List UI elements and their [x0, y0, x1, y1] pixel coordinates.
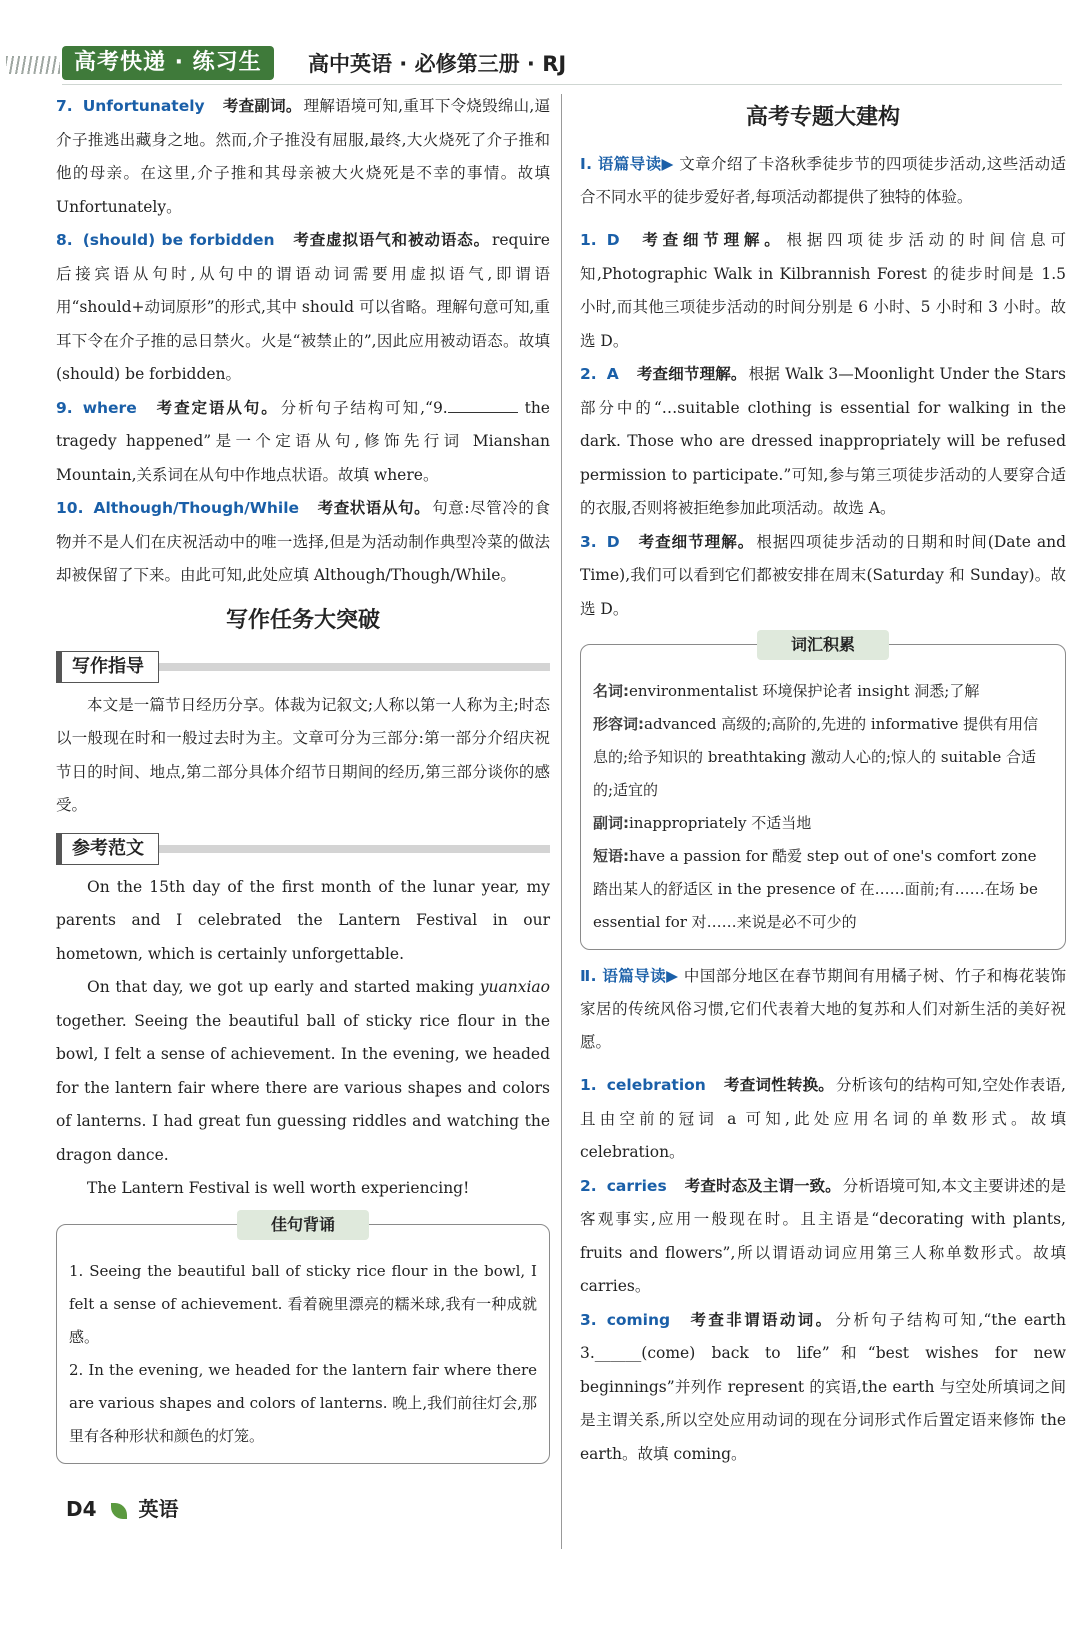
sentence-cn: 看着碗里漂亮的糯米球,我有一种成就感。: [69, 1294, 537, 1346]
vocab-label: 短语:: [593, 847, 629, 865]
item-point: 考查细节理解。: [637, 231, 785, 249]
item-number: 1.: [580, 231, 597, 249]
item-number: 2.: [580, 365, 597, 383]
item-number: 9.: [56, 398, 73, 417]
item-number: 7.: [56, 97, 73, 115]
answer-item-r2: [580, 358, 1066, 526]
guide-text: 中国部分地区在春节期间有用橘子树、竹子和梅花装饰家居的传统风俗习惯,它们代表着大地的复苏和人们对新生活的美好祝愿。: [580, 967, 1066, 1051]
item-text: 分析该句的结构可知,空处作表语,且由空前的冠词 a 可知,此处应用名词的单数形式。故填 celebration。: [580, 1076, 1066, 1161]
header-stripes: [6, 56, 60, 74]
item-text: require 后接宾语从句时,从句中的谓语动词需要用虚拟语气,即谓语用“should+动词原形”的形式,其中 should 可以省略。理解句意可知,重耳下令在介子推的忌日禁火。火是“被禁止的”,因此应用被动语态。故填(should) be forbidden。: [56, 231, 550, 383]
item-point: 考查时态及主谓一致。: [684, 1176, 841, 1195]
item-text: 根据四项徒步活动的日期和时间(Date and Time),我们可以看到它们都被安排在周末(Saturday 和 Sunday)。故选 D。: [580, 532, 1066, 618]
item-text: 理解语境可知,重耳下令烧毁绵山,逼介子推逃出藏身之地。然而,介子推没有屈服,最终,大火烧死了介子推和他的母亲。在这里,介子推和其母亲被大火烧死是不幸的事情。故填 Unfortunately。: [56, 97, 550, 216]
left-column: [56, 90, 550, 1464]
sentence-number: 2.: [69, 1360, 84, 1379]
answer-item-10: [56, 492, 550, 593]
item-text-rest: the tragedy happened”是一个定语从句,修饰先行词 Mianshan Mountain,关系词在从句中作地点状语。故填 where。: [56, 398, 550, 484]
item-text: 句意:尽管冷的食物并不是人们在庆祝活动中的唯一选择,但是为活动制作典型冷菜的做法却被保留了下来。由此可知,此处应填 Although/Though/While。: [56, 499, 550, 584]
item-number: 2.: [580, 1176, 597, 1195]
guide-text: 文章介绍了卡洛秋季徒步节的四项徒步活动,这些活动适合不同水平的徒步爱好者,每项活动都提供了独特的体验。: [580, 155, 1066, 206]
vocab-value: environmentalist 环境保护论者 insight 洞悉;了解: [629, 682, 980, 700]
sample-paragraph-1: On the 15th day of the first month of the lunar year, my parents and I celebrated the Lantern Festival in our hometown, which is certainly unforgettable.: [56, 877, 550, 963]
answer-item-s3: [580, 1304, 1066, 1472]
item-point: 考查定语从句。: [154, 398, 279, 417]
item-point: 考查细节理解。: [637, 532, 755, 551]
page-header: [0, 44, 1088, 84]
sentence-en: In the evening, we headed for the lantern fair where there are various shapes and colors of lanterns.: [69, 1360, 537, 1412]
item-answer: Although/Though/While: [93, 499, 300, 517]
item-point: 考查虚拟语气和被动语态。: [292, 231, 490, 249]
writing-guide-text: 本文是一篇节日经历分享。体裁为记叙文;人称以第一人称为主;时态以一般现在时和一般过去时为主。文章可分为三部分:第一部分介绍庆祝节日的时间、地点,第二部分具体介绍节日期间的经历,第三部分谈你的感受。: [56, 695, 550, 814]
vocab-adverbs: [593, 807, 1053, 840]
item-answer: coming: [606, 1310, 671, 1329]
item-text: 根据 Walk 3—Moonlight Under the Stars 部分中的“…suitable clothing is essential for walking in the dark. Those who are dressed inappropriately will be refused permission to participate.”可知,参与第三项徒步活动的人要穿合适的衣服,否则将被拒绝参加此项活动。故选 A。: [580, 365, 1066, 517]
sample-essay-tag: [56, 833, 550, 865]
item-number: 3.: [580, 532, 597, 551]
sample-paragraph-2: [56, 971, 550, 1172]
answer-item-8: [56, 224, 550, 392]
vocab-value: advanced 高级的;高阶的,先进的 informative 提供有用信息的;给予知识的 breathtaking 激动人心的;惊人的 suitable 合适的;适宜的: [593, 715, 1039, 799]
item-answer: (should) be forbidden: [82, 231, 275, 249]
item-answer: D: [606, 231, 620, 249]
writing-guide-tag: [56, 651, 550, 683]
item-point: 考查非谓语动词。: [688, 1310, 834, 1329]
sample-p2-italic: yuanxiao: [479, 978, 550, 996]
passage-guide-2: [580, 960, 1066, 1059]
item-answer: carries: [606, 1176, 667, 1195]
page-footer: [66, 1494, 179, 1524]
answer-item-r1: [580, 224, 1066, 358]
leaf-icon: [111, 1503, 127, 1519]
item-answer: A: [606, 365, 619, 383]
item-number: 10.: [56, 499, 84, 517]
item-number: 3.: [580, 1310, 597, 1329]
header-rule: [62, 84, 1062, 85]
guide-label: Ⅱ. 语篇导读▶: [580, 967, 679, 985]
vocab-value: have a passion for 酷爱 step out of one's comfort zone 踏出某人的舒适区 in the presence of 在……面前;有……在场 be essential for 对……来说是必不可少的: [593, 847, 1038, 931]
item-number: 1.: [580, 1076, 597, 1094]
item-text: 分析句子结构可知,“the earth 3.______(come) back to life”和“best wishes for new beginnings”并列作 represent 的宾语,the earth 与空处所填词之间是主谓关系,所以空处应用动词的现在分词形式作后置定语来修饰 the earth。故填 coming。: [580, 1310, 1066, 1463]
book-subtitle: 高中英语 · 必修第三册 · RJ: [308, 52, 567, 76]
brand-badge: 高考快递 · 练习生: [62, 46, 274, 80]
tag-label: 参考范文: [56, 833, 159, 865]
vocab-label: 副词:: [593, 814, 629, 832]
footer-subject: 英语: [138, 1497, 179, 1521]
good-sentence-1: [69, 1255, 537, 1354]
sample-p2-start: On that day, we got up early and started making: [87, 978, 475, 996]
box-caption: 佳句背诵: [237, 1210, 369, 1240]
vocab-nouns: [593, 675, 1053, 708]
page-number: D4: [66, 1497, 97, 1521]
tag-label: 写作指导: [56, 651, 159, 683]
item-answer: celebration: [606, 1076, 706, 1094]
box-caption: 词汇积累: [757, 630, 889, 660]
guide-label: Ⅰ. 语篇导读▶: [580, 155, 674, 173]
gaokao-section-title: 高考专题大建构: [745, 105, 900, 130]
answer-item-7: [56, 90, 550, 224]
item-point: 考查词性转换。: [723, 1076, 834, 1094]
sample-paragraph-3: The Lantern Festival is well worth experiencing!: [87, 1179, 470, 1197]
passage-guide-1: [580, 148, 1066, 214]
sentence-en: Seeing the beautiful ball of sticky rice flour in the bowl, I felt a sense of achievement.: [69, 1261, 537, 1313]
column-divider: [561, 94, 562, 1549]
answer-item-s2: [580, 1170, 1066, 1304]
item-text: 根据四项徒步活动的时间信息可知,Photographic Walk in Kilbrannish Forest 的徒步时间是 1.5 小时,而其他三项徒步活动的时间分别是 6 小时、5 小时和 3 小时。故选 D。: [580, 231, 1066, 350]
vocab-value: inappropriately 不适当地: [629, 814, 812, 832]
answer-item-s1: [580, 1069, 1066, 1170]
good-sentence-2: [69, 1354, 537, 1453]
item-text: 分析句子结构可知,“9.: [280, 398, 448, 417]
item-text: 分析语境可知,本文主要讲述的是客观事实,应用一般现在时。且主语是“decorating with plants, fruits and flowers”,所以谓语动词应用第三人称单数形式。故填 carries。: [580, 1176, 1066, 1295]
answer-blank: [448, 412, 518, 413]
item-answer: D: [606, 532, 620, 551]
writing-section-title: 写作任务大突破: [225, 607, 380, 633]
item-point: 考查副词。: [222, 97, 302, 115]
answer-item-9: [56, 392, 550, 493]
item-answer: where: [82, 398, 137, 417]
sentence-cn: 晚上,我们前往灯会,那里有各种形状和颜色的灯笼。: [69, 1393, 537, 1445]
vocab-adjectives: [593, 708, 1053, 807]
item-answer: Unfortunately: [82, 97, 205, 115]
vocabulary-box: [580, 635, 1066, 950]
good-sentences-box: [56, 1214, 550, 1464]
sample-p2-rest: together. Seeing the beautiful ball of sticky rice flour in the bowl, I felt a sense of achievement. In the evening, we headed for the lantern fair where there are various shapes and colors of lanterns. I had great fun guessing riddles and watching the dragon dance.: [56, 1011, 550, 1164]
item-point: 考查状语从句。: [317, 499, 431, 517]
item-point: 考查细节理解。: [636, 365, 747, 383]
vocab-label: 形容词:: [593, 715, 644, 733]
vocab-phrases: [593, 840, 1053, 939]
sentence-number: 1.: [69, 1261, 84, 1280]
vocab-label: 名词:: [593, 682, 629, 700]
right-column: [580, 90, 1066, 1471]
item-number: 8.: [56, 231, 73, 249]
answer-item-r3: [580, 526, 1066, 627]
